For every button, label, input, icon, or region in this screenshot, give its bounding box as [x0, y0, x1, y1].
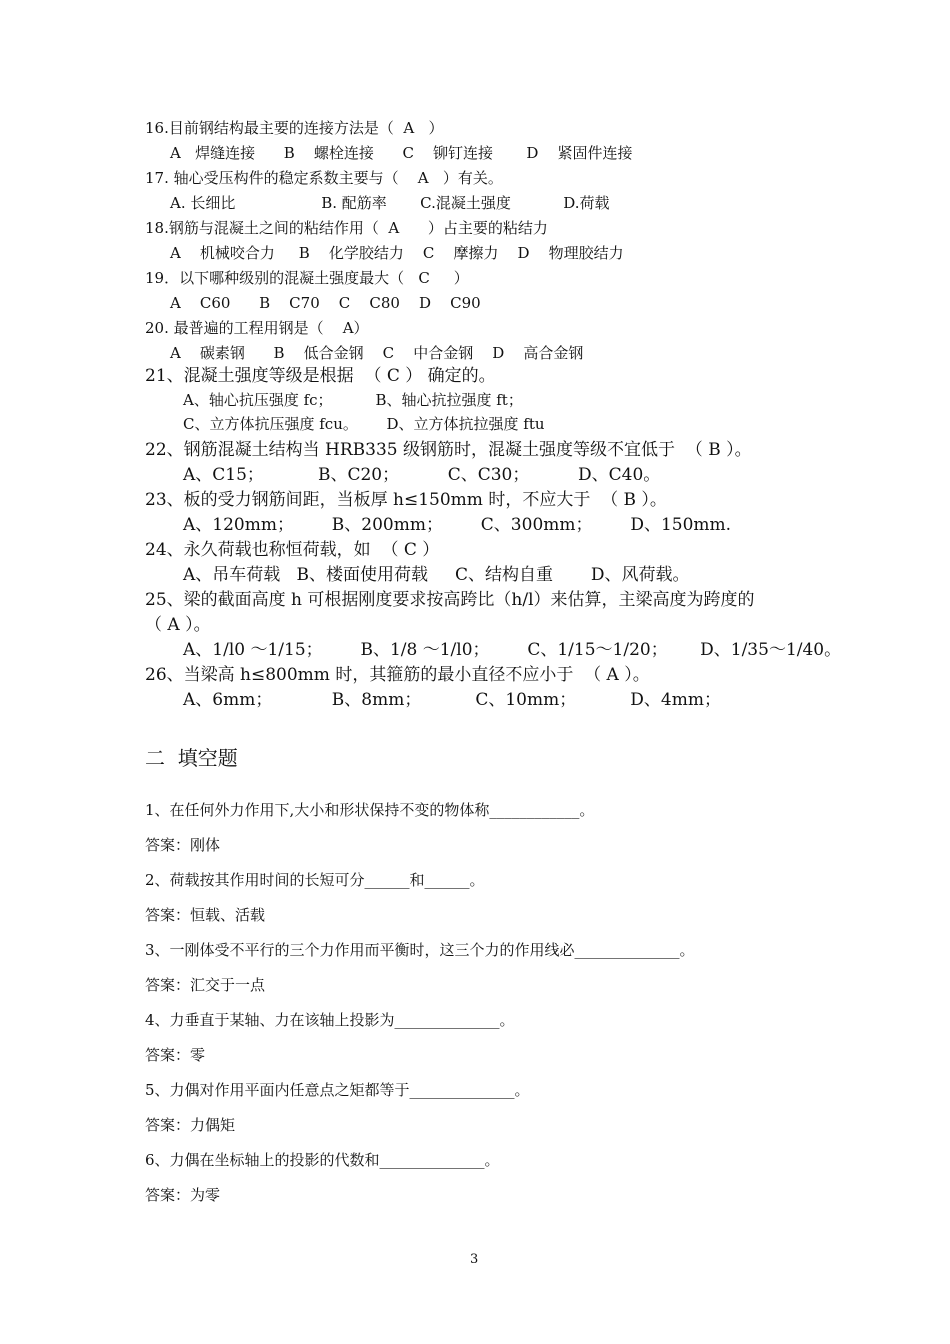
fill-answer-2: 答案：恒载、活载 — [145, 906, 266, 924]
question-19-options: A C60 B C70 C C80 D C90 — [170, 294, 481, 312]
question-25-continued: （ A ）。 — [145, 615, 211, 635]
question-20-options: A 碳素钢 B 低合金钢 C 中合金钢 D 高合金钢 — [170, 344, 584, 362]
question-23-options: A、120mm； B、200mm； C、300mm； D、150mm. — [183, 515, 732, 535]
question-21-options-row1: A、轴心抗压强度 fc； B、轴心抗拉强度 ft； — [183, 391, 523, 409]
question-25: 25、梁的截面高度 h 可根据刚度要求按高跨比（h/l）来估算，主梁高度为跨度的 — [145, 590, 755, 610]
question-17-options: A. 长细比 B. 配筋率 C.混凝土强度 D.荷载 — [170, 194, 610, 212]
question-22: 22、钢筋混凝土结构当 HRB335 级钢筋时，混凝土强度等级不宜低于 （ B ）。 — [145, 440, 752, 460]
question-16: 16.目前钢结构最主要的连接方法是（ A ） — [145, 119, 444, 137]
fill-answer-5: 答案：力偶矩 — [145, 1116, 236, 1134]
question-22-options: A、C15； B、C20； C、C30； D、C40。 — [183, 465, 661, 485]
fill-answer-4: 答案：零 — [145, 1046, 206, 1064]
fill-question-4: 4、力垂直于某轴、力在该轴上投影为______________。 — [145, 1011, 515, 1029]
question-17: 17. 轴心受压构件的稳定系数主要与（ A ）有关。 — [145, 169, 503, 187]
question-18: 18.钢筋与混凝土之间的粘结作用（ A ）占主要的粘结力 — [145, 219, 548, 237]
question-21: 21、混凝土强度等级是根据 （ C ） 确定的。 — [145, 366, 496, 386]
fill-question-5: 5、力偶对作用平面内任意点之矩都等于______________。 — [145, 1081, 530, 1099]
page-number: 3 — [470, 1252, 479, 1267]
question-26: 26、当梁高 h≤800mm 时，其箍筋的最小直径不应小于 （ A ）。 — [145, 665, 650, 685]
fill-answer-1: 答案：刚体 — [145, 836, 221, 854]
fill-answer-3: 答案：汇交于一点 — [145, 976, 266, 994]
fill-question-3: 3、一刚体受不平行的三个力作用而平衡时，这三个力的作用线必______________。 — [145, 941, 695, 959]
question-24-options: A、吊车荷载 B、楼面使用荷载 C、结构自重 D、风荷载。 — [183, 565, 690, 585]
fill-answer-6: 答案：为零 — [145, 1186, 221, 1204]
question-19: 19．以下哪种级别的混凝土强度最大（ C ） — [145, 269, 469, 287]
section-title: 二 填空题 — [145, 746, 238, 770]
question-25-options: A、1/l0 ～1/15； B、1/8 ～1/l0； C、1/15～1/20； D、1/35～1/40。 — [183, 640, 842, 660]
question-18-options: A 机械咬合力 B 化学胶结力 C 摩擦力 D 物理胶结力 — [170, 244, 624, 262]
question-20: 20. 最普遍的工程用钢是（ A） — [145, 319, 369, 337]
question-24: 24、永久荷载也称恒荷载，如 （ C ） — [145, 540, 440, 560]
fill-question-1: 1、在任何外力作用下,大小和形状保持不变的物体称____________。 — [145, 801, 595, 819]
question-16-options: A 焊缝连接 B 螺栓连接 C 铆钉连接 D 紧固件连接 — [170, 144, 633, 162]
question-21-options-row2: C、立方体抗压强度 fcu。 D、立方体抗拉强度 ftu — [183, 415, 545, 433]
question-26-options: A、6mm； B、8mm； C、10mm； D、4mm； — [183, 690, 721, 710]
fill-question-2: 2、荷载按其作用时间的长短可分______和______。 — [145, 871, 485, 889]
fill-question-6: 6、力偶在坐标轴上的投影的代数和______________。 — [145, 1151, 500, 1169]
question-23: 23、板的受力钢筋间距，当板厚 h≤150mm 时，不应大于 （ B ）。 — [145, 490, 667, 510]
